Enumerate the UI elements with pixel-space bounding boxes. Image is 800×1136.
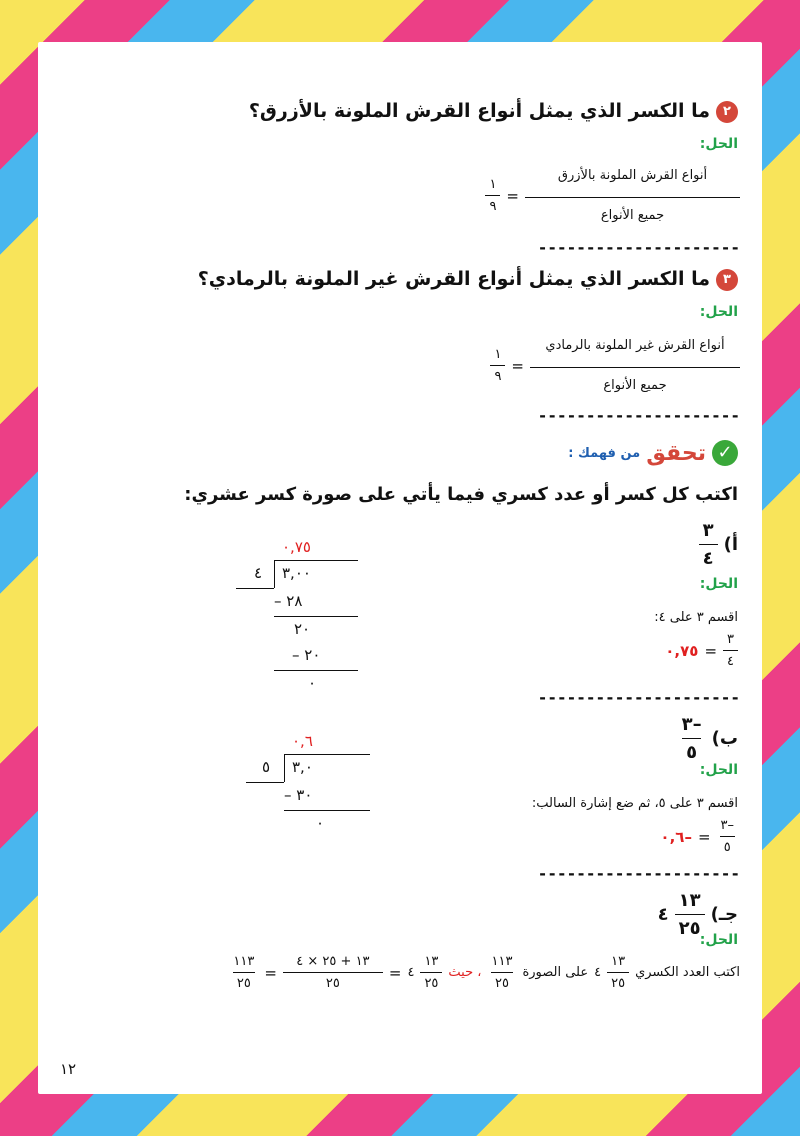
word-fraction: $\frac{\text{أنواع القرش الملونة بالأزرق}}{\text{جميع الأنواع}}$ bbox=[525, 168, 740, 223]
improper-fraction: $\frac{١١٣}{٢٥}$ bbox=[233, 954, 255, 991]
dividend: ٣,٠ bbox=[292, 758, 313, 776]
result-fraction: $\frac{١}{٩}$ bbox=[490, 347, 505, 384]
part-b-fraction: $\frac{-٣}{٥}$ bbox=[681, 714, 702, 763]
expression-fraction: $\frac{١٣ + ٢٥ \times ٤}{٢٥}$ bbox=[283, 954, 383, 991]
fraction-equation-3 bbox=[490, 338, 740, 393]
improper-fraction: $\frac{١١٣}{٢٥}$ bbox=[491, 954, 513, 991]
solution-label: الحل: bbox=[699, 304, 738, 320]
question-3 bbox=[198, 268, 738, 291]
part-b-label: ب) $\frac{-٣}{٥}$ bbox=[678, 714, 738, 763]
instruction: اكتب كل كسر أو عدد كسري فيما يأتي على صورة كسر عشري: bbox=[184, 484, 738, 505]
subtract-2: ٢٠ – bbox=[292, 646, 321, 664]
page bbox=[38, 42, 762, 1094]
quotient: ٠,٦ bbox=[292, 732, 313, 750]
question-2 bbox=[249, 100, 738, 123]
part-a-result: $\frac{٣}{٤}$ = ٠,٧٥ bbox=[665, 632, 738, 669]
dividend: ٣,٠٠ bbox=[282, 564, 311, 582]
part-b-fraction: $\frac{-٣}{٥}$ bbox=[720, 818, 734, 855]
divider: --------------------- bbox=[537, 406, 740, 425]
equals-sign: = bbox=[506, 186, 519, 205]
part-a-answer: ٠,٧٥ bbox=[665, 641, 699, 660]
divider: --------------------- bbox=[537, 238, 740, 257]
subtract-1: ٢٨ – bbox=[274, 592, 303, 610]
part-c-fraction: $\frac{١٣}{٢٥}$ bbox=[675, 890, 705, 939]
divider: --------------------- bbox=[537, 864, 740, 883]
divider: --------------------- bbox=[537, 688, 740, 707]
solution-label: الحل: bbox=[699, 762, 738, 778]
part-a-step: اقسم ٣ على ٤: bbox=[654, 610, 738, 625]
remainder-2: ٠ bbox=[308, 674, 317, 692]
check-subtitle: من فهمك : bbox=[568, 445, 641, 461]
remainder-1: ٢٠ bbox=[294, 620, 311, 638]
result-fraction: $\frac{١}{٩}$ bbox=[485, 177, 500, 214]
solution-label: الحل: bbox=[699, 576, 738, 592]
quotient: ٠,٧٥ bbox=[282, 538, 311, 556]
fraction-equation-2 bbox=[485, 168, 740, 223]
remainder-1: ٠ bbox=[316, 814, 325, 832]
page-number: ١٢ bbox=[60, 1060, 77, 1078]
question-number-badge: ٣ bbox=[716, 269, 738, 291]
equals-sign: = bbox=[511, 356, 524, 375]
part-c-whole: ٤ bbox=[657, 904, 669, 925]
solution-label: الحل: bbox=[699, 136, 738, 152]
part-a-fraction: $\frac{٣}{٤}$ bbox=[699, 520, 718, 569]
question-text: ما الكسر الذي يمثل أنواع القرش غير الملونة بالرمادي؟ bbox=[197, 268, 710, 290]
question-number-badge: ٢ bbox=[716, 101, 738, 123]
part-b-step: اقسم ٣ على ٥، ثم ضع إشارة السالب: bbox=[531, 796, 738, 811]
divisor: ٤ bbox=[254, 564, 263, 582]
part-c-label: جـ) $\frac{١٣}{٢٥}$ ٤ bbox=[657, 890, 738, 939]
check-understanding-header bbox=[568, 440, 738, 466]
part-c-equation: اكتب العدد الكسري $\frac{١٣}{٢٥}$ ٤ على الصورة $\frac{١١٣}{٢٥}$ ، حيث $\frac{١٣}{٢٥}$ ٤ = $\frac{١٣ + ٢٥ \times ٤}{٢٥}$ = $\frac{١١٣}{٢٥}$ bbox=[229, 954, 740, 991]
part-a-label: أ) $\frac{٣}{٤}$ bbox=[699, 520, 738, 569]
part-a-fraction: $\frac{٣}{٤}$ bbox=[723, 632, 738, 669]
divisor: ٥ bbox=[262, 758, 271, 776]
part-c-fraction: $\frac{١٣}{٢٥}$ bbox=[607, 954, 629, 991]
subtract-1: ٣٠ – bbox=[284, 786, 313, 804]
part-b-answer: –٠,٦ bbox=[660, 827, 692, 846]
solution-label: الحل: bbox=[699, 932, 738, 948]
word-fraction: $\frac{\text{أنواع القرش غير الملونة بالرمادي}}{\text{جميع الأنواع}}$ bbox=[530, 338, 740, 393]
long-division-b bbox=[244, 732, 374, 842]
long-division-a bbox=[234, 538, 364, 692]
question-text: ما الكسر الذي يمثل أنواع القرش الملونة بالأزرق؟ bbox=[248, 100, 710, 122]
check-title: تحقق bbox=[646, 440, 706, 466]
part-c-fraction: $\frac{١٣}{٢٥}$ bbox=[420, 954, 442, 991]
part-b-result: $\frac{-٣}{٥}$ = –٠,٦ bbox=[660, 818, 738, 855]
checkmark-icon: ✓ bbox=[712, 440, 738, 466]
where-word: ، حيث bbox=[448, 965, 482, 980]
